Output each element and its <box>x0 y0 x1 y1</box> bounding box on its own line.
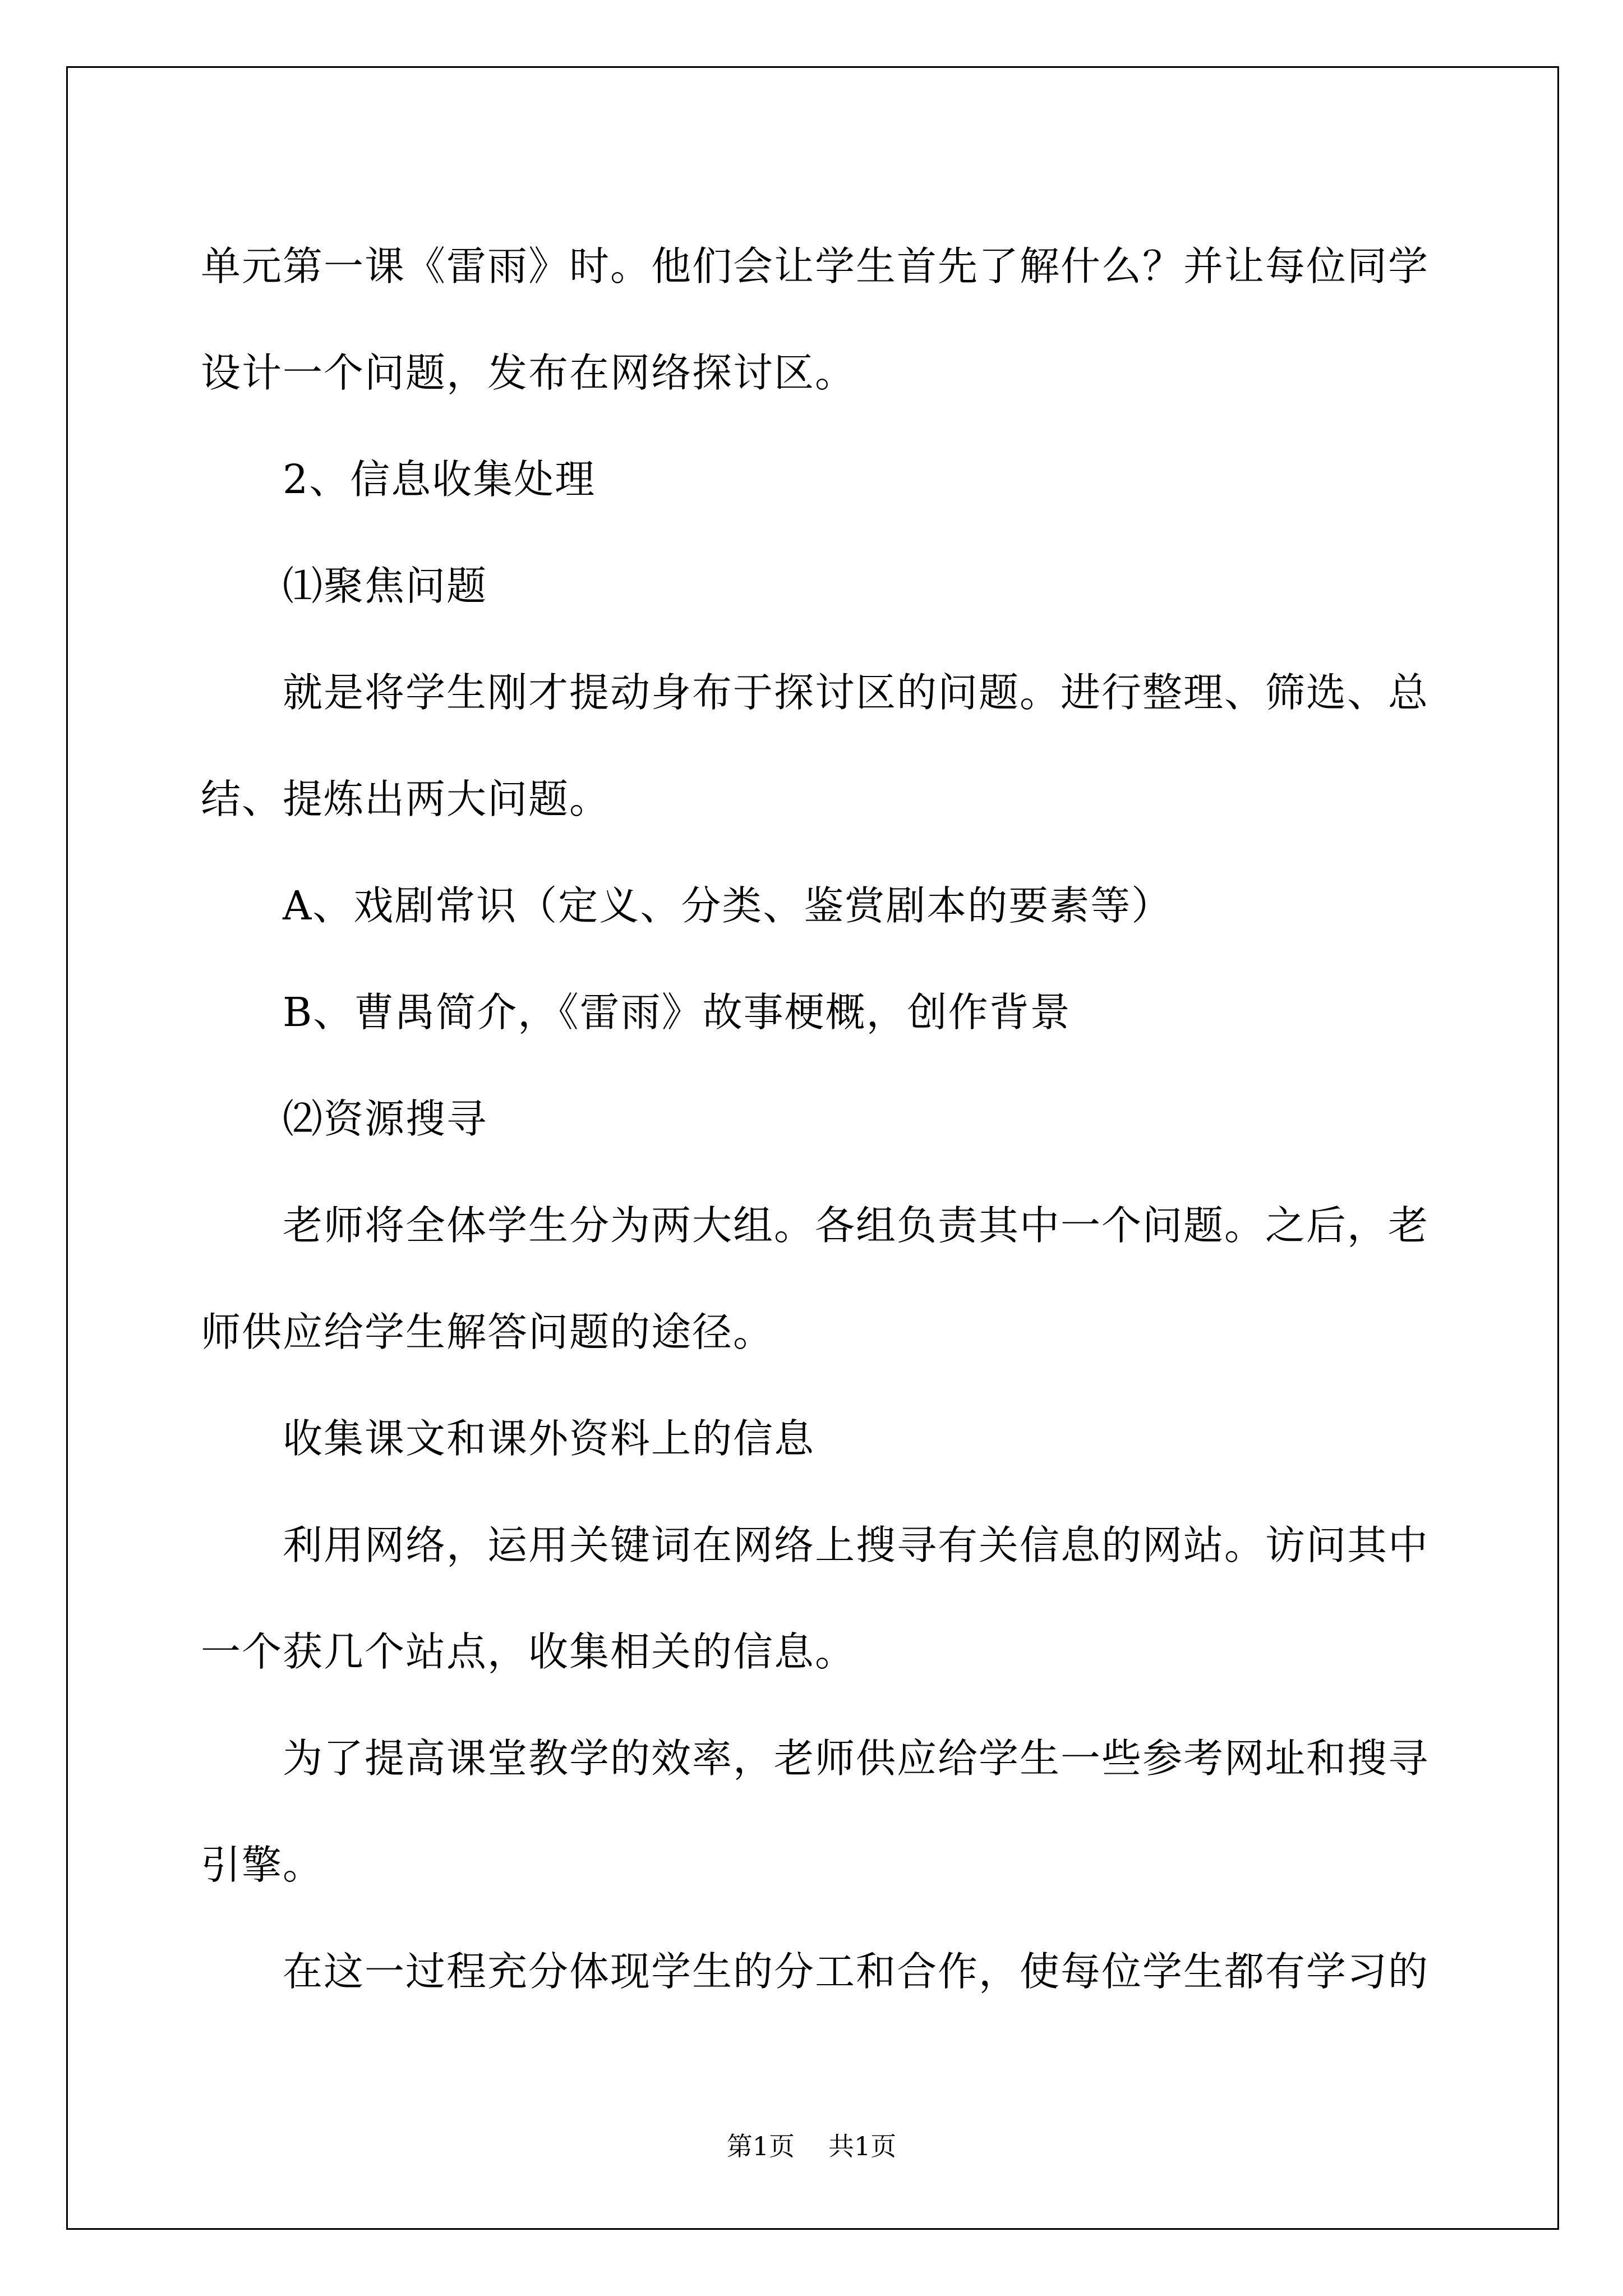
paragraph: 在这一过程充分体现学生的分工和合作，使每位学生都有学习的 <box>283 1948 1430 1995</box>
page-total: 共1页 <box>828 2131 897 2161</box>
paragraph: B、曹禺简介，《雷雨》故事梗概，创作背景 <box>283 989 1071 1036</box>
paragraph: 单元第一课《雷雨》时。他们会让学生首先了解什么？并让每位同学设计一个问题，发布在网络探讨区。 <box>201 243 1430 396</box>
paragraph: A、戏剧常识（定义、分类、鉴赏剧本的要素等） <box>283 882 1173 929</box>
page-footer <box>0 2129 1623 2163</box>
paragraph: 就是将学生刚才提动身布于探讨区的问题。进行整理、筛选、总结、提炼出两大问题。 <box>201 669 1430 822</box>
paragraph: 为了提高课堂教学的效率，老师供应给学生一些参考网址和搜寻引擎。 <box>201 1735 1430 1888</box>
paragraph: 2、信息收集处理 <box>283 456 596 503</box>
paragraph: 老师将全体学生分为两大组。各组负责其中一个问题。之后，老师供应给学生解答问题的途径。 <box>201 1202 1430 1355</box>
paragraph: 利用网络，运用关键词在网络上搜寻有关信息的网站。访问其中一个获几个站点，收集相关的信息。 <box>201 1522 1430 1675</box>
page-number: 第1页 <box>726 2131 795 2161</box>
paragraph: 收集课文和课外资料上的信息 <box>283 1415 815 1462</box>
document-body <box>201 213 1429 2025</box>
paragraph: ⑵资源搜寻 <box>283 1096 488 1142</box>
paragraph: ⑴聚焦问题 <box>283 563 488 609</box>
